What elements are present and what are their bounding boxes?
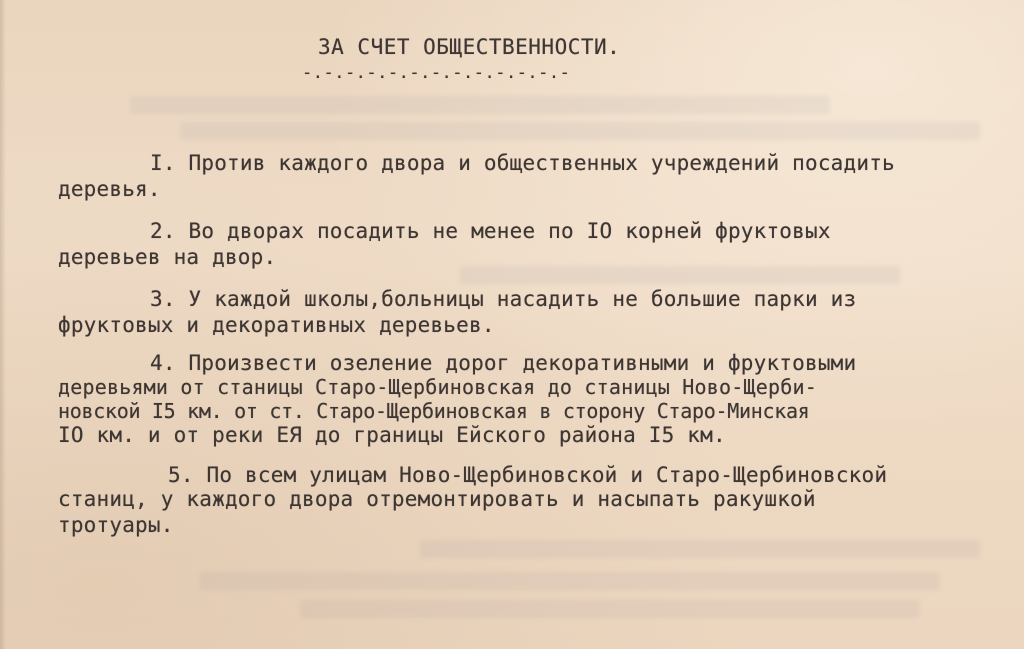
bleed-through-mark: [130, 96, 830, 114]
item-2-line-2: деревьев на двор.: [58, 245, 277, 269]
bleed-through-mark: [200, 572, 940, 590]
item-5-line-3: тротуары.: [58, 513, 174, 537]
item-4-line-1: 4. Произвести озеление дорог декоративными и фруктовыми: [150, 351, 857, 375]
bleed-through-mark: [420, 540, 980, 558]
item-3-line-2: фруктовых и декоративных деревьев.: [58, 313, 495, 337]
bleed-through-mark: [300, 600, 920, 618]
bleed-through-mark: [460, 266, 900, 284]
bleed-through-mark: [180, 122, 980, 140]
item-5-line-2: станиц, у каждого двора отремонтировать и насыпать ракушкой: [58, 487, 816, 511]
item-1-line-1: I. Против каждого двора и общественных учреждений посадить: [150, 151, 895, 175]
item-4-line-2: деревьями от станицы Старо-Щербиновская до станицы Ново-Щерби-: [58, 375, 817, 399]
item-4-line-3: новской I5 км. от ст. Старо-Щербиновская в сторону Старо-Минская: [58, 399, 810, 423]
title-separator: -.-.-.-.-.-.-.-.-.-.-.-.-: [302, 63, 571, 83]
item-1-line-2: деревья.: [58, 177, 161, 201]
item-4-line-4: IO км. и от реки ЕЯ до границы Ейского района I5 км.: [58, 423, 726, 447]
document-title: ЗА СЧЕТ ОБЩЕСТВЕННОСТИ.: [318, 35, 621, 59]
item-2-line-1: 2. Во дворах посадить не менее по IO корней фруктовых: [150, 219, 831, 243]
item-3-line-1: 3. У каждой школы,больницы насадить не большие парки из: [150, 287, 857, 311]
item-5-line-1: 5. По всем улицам Ново-Щербиновской и Старо-Щербиновской: [168, 463, 888, 487]
page-edge-shadow: [0, 0, 6, 649]
